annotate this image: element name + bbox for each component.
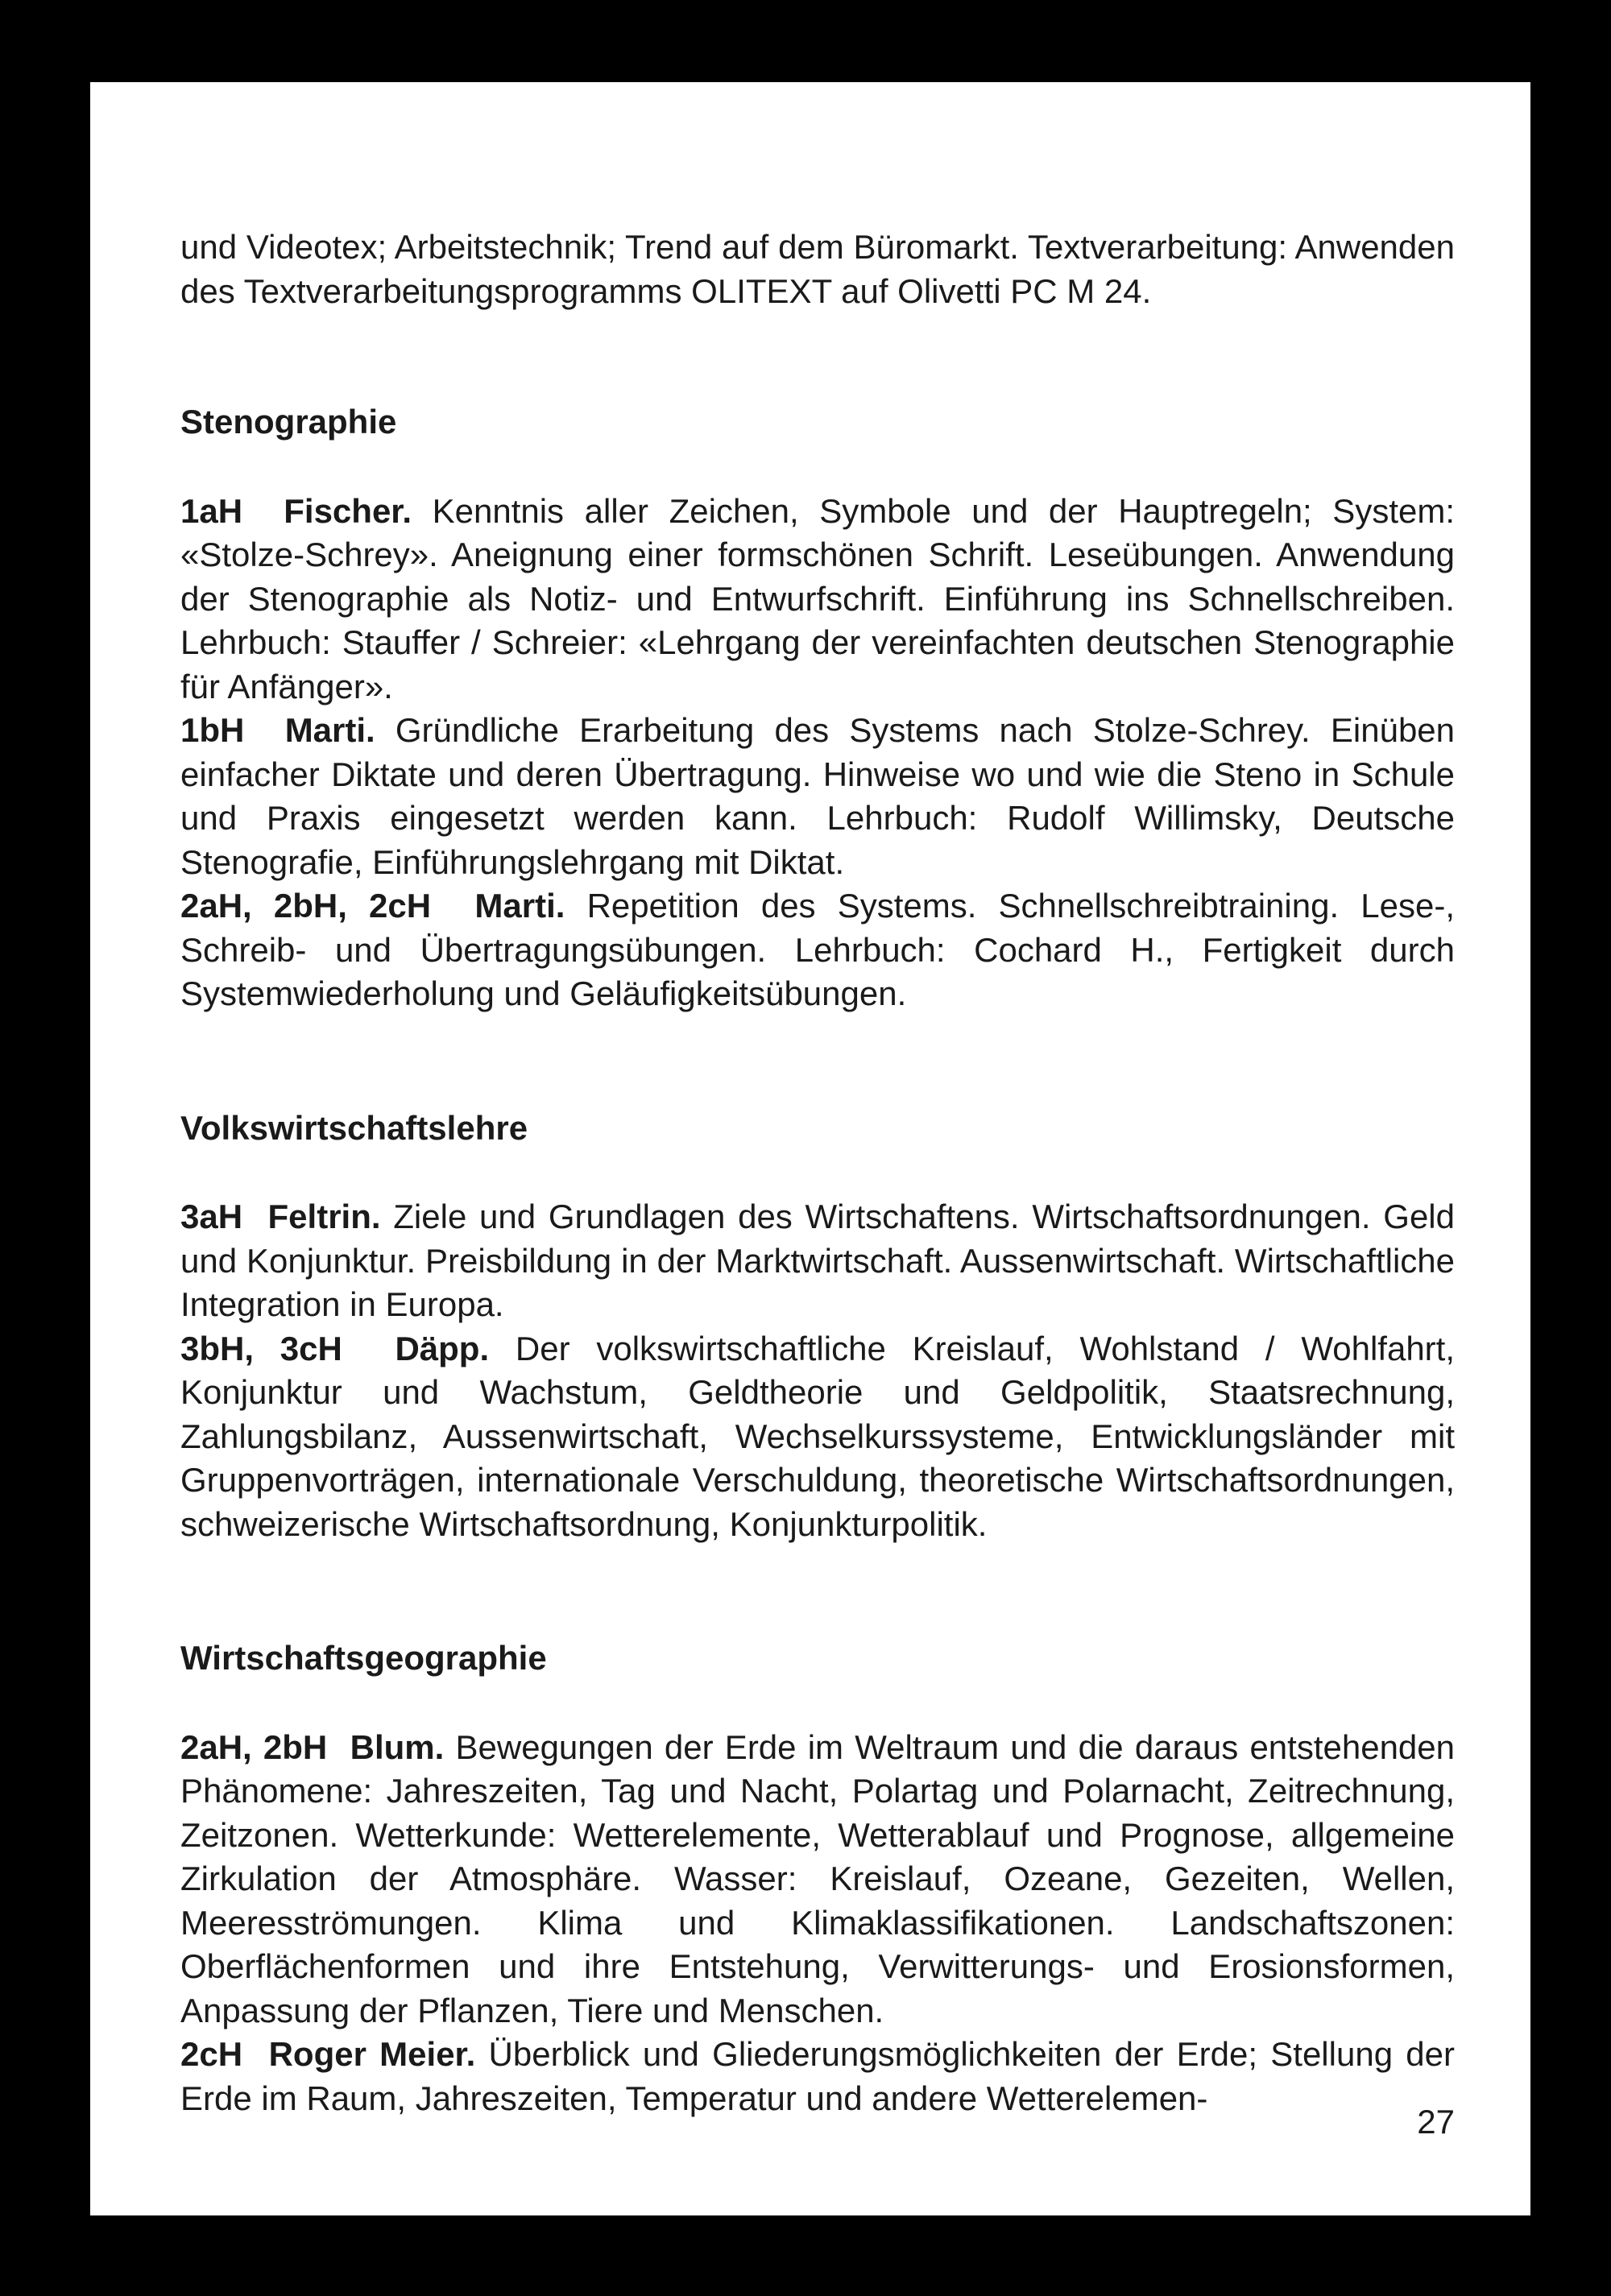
class-code: 1aH [180,491,243,530]
course-description: Ziele und Grundlagen des Wirtschaftens. Wirtschaftsordnungen. Geld und Konjunktur. Preisbildung in der Marktwirtschaft. Aussenwirtschaft. Wirtschaftliche Integration in Europa. [180,1198,1455,1323]
section-volkswirtschaftslehre [180,1107,1455,1547]
teacher-name: Feltrin. [267,1198,381,1235]
class-code: 1bH [180,711,245,749]
course-entry [180,2033,1455,2120]
course-entry [180,709,1455,884]
course-description: Repetition des Systems. Schnellschreibtraining. Lese-, Schreib- und Übertragungsübungen. Lehrbuch: Cochard H., Fertigkeit durch Systemwiederholung und Geläufigkeitsübungen. [180,887,1455,1012]
class-code: 2cH [180,2035,243,2073]
teacher-name: Däpp. [395,1329,490,1367]
intro-paragraph: und Videotex; Arbeitstechnik; Trend auf dem Büromarkt. Textverarbeitung: Anwenden des Textverarbeitungsprogramms OLITEXT auf Olivetti PC M 24. [180,228,1455,310]
page-content [180,225,1455,2211]
class-code: 3bH, 3cH [180,1329,342,1367]
class-code: 2aH, 2bH, 2cH [180,887,432,925]
teacher-name: Marti. [284,711,375,749]
course-entry [180,1726,1455,2033]
section-heading: Volkswirtschaftslehre [180,1108,528,1147]
class-code: 2aH, 2bH [180,1727,328,1766]
course-description: Der volkswirtschaftliche Kreislauf, Wohlstand / Wohlfahrt, Konjunktur und Wachstum, Geldtheorie und Geldpolitik, Staatsrechnung, Zahlungsbilanz, Aussenwirtschaft, Wechselkurssysteme, Entwicklungsländer mit Gruppenvorträgen, internationale Verschuldung, theoretische Wirtschaftsordnungen, schweizerische Wirtschaftsordnung, Konjunkturpolitik. [180,1329,1456,1543]
teacher-name: Blum. [350,1727,445,1766]
course-entry [180,1195,1455,1327]
course-entry [180,884,1455,1016]
section-wirtschaftsgeographie [180,1636,1455,2120]
section-heading: Stenographie [180,403,397,441]
course-description: Kenntnis aller Zeichen, Symbole und der Hauptregeln; System: «Stolze-Schrey». Aneignung einer formschönen Schrift. Leseübungen. Anwendung der Stenographie als Notiz- und Entwurfschrift. Einführung ins Schnellschreiben. Lehrbuch: Stauffer / Schreier: «Lehrgang der vereinfachten deutschen Stenographie für Anfänger». [180,491,1456,705]
course-entry [180,1327,1455,1547]
course-description: Gründliche Erarbeitung des Systems nach Stolze-Schrey. Einüben einfacher Diktate und deren Übertragung. Hinweise wo und wie die Steno in Schule und Praxis eingesetzt werden kann. Lehrbuch: Rudolf Willimsky, Deutsche Stenografie, Einführungslehrgang mit Diktat. [180,711,1456,881]
section-stenographie [180,400,1455,1016]
teacher-name: Fischer. [284,491,412,530]
teacher-name: Roger Meier. [268,2035,476,2073]
document-page [90,82,1530,2215]
page-number: 27 [1417,2103,1455,2141]
teacher-name: Marti. [474,887,565,925]
course-description: Überblick und Gliederungsmöglichkeiten der Erde; Stellung der Erde im Raum, Jahreszeiten, Temperatur und andere Wetterelemen- [180,2035,1456,2117]
course-entry [180,490,1455,709]
course-description: Bewegungen der Erde im Weltraum und die daraus entstehenden Phänomene: Jahreszeiten, Tag und Nacht, Polartag und Polarnacht, Zeitrechnung, Zeitzonen. Wetterkunde: Wetterelemente, Wetterablauf und Prognose, allgemeine Zirkulation der Atmosphäre. Wasser: Kreislauf, Ozeane, Gezeiten, Wellen, Meeresströmungen. Klima und Klimaklassifikationen. Landschaftszonen: Oberflächenformen und ihre Entstehung, Verwitterungs- und Erosionsformen, Anpassung der Pflanzen, Tiere und Menschen. [180,1727,1456,2029]
section-heading: Wirtschaftsgeographie [180,1639,547,1677]
class-code: 3aH [180,1198,243,1235]
